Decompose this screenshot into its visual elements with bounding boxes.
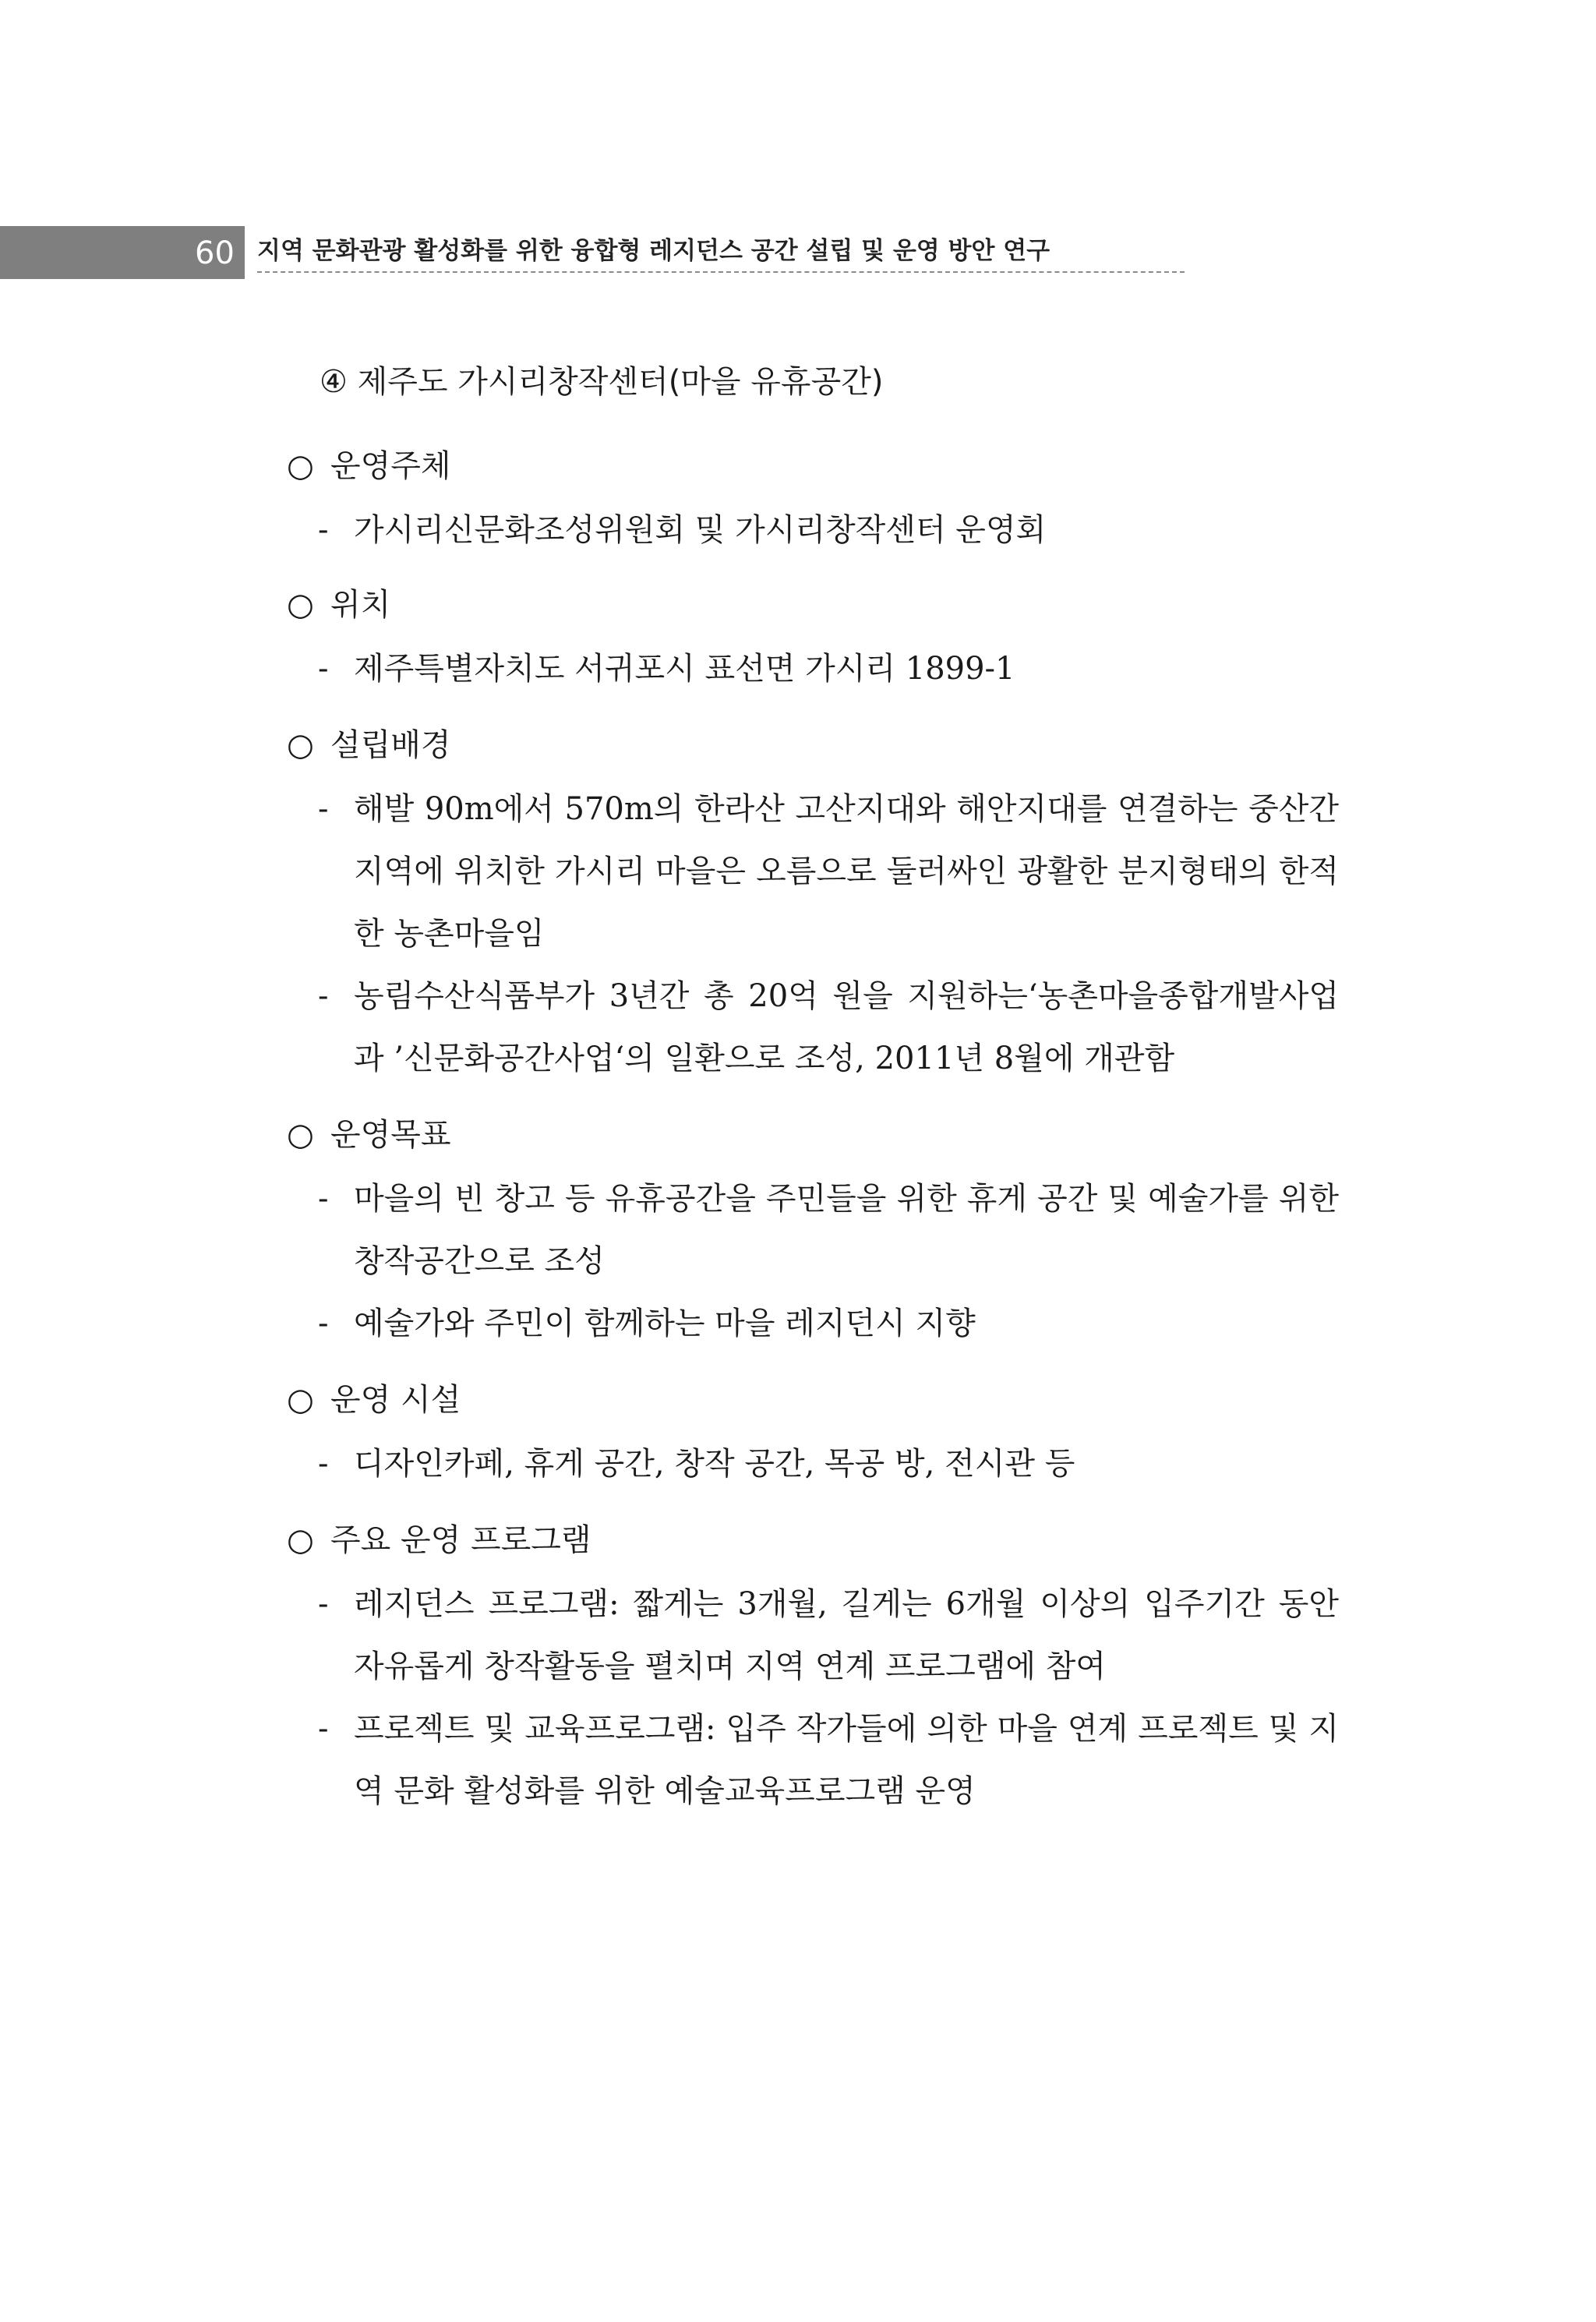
detail-item <box>318 499 1339 561</box>
subsection-title: ④ 제주도 가시리창작센터(마을 유휴공간) <box>320 364 884 400</box>
detail-text: 가시리신문화조성위원회 및 가시리창작센터 운영회 <box>354 512 1047 548</box>
circle-bullet-icon: ○ <box>287 1522 314 1558</box>
detail-item <box>318 1698 1339 1822</box>
bullet-heading-text: 설립배경 <box>330 727 451 763</box>
bullet-heading-text: 운영주체 <box>330 448 451 484</box>
circle-bullet-icon: ○ <box>287 448 314 484</box>
bullet-heading-text: 주요 운영 프로그램 <box>330 1522 591 1558</box>
dash-marker: - <box>318 1446 329 1482</box>
detail-item <box>318 638 1339 700</box>
detail-text: 프로젝트 및 교육프로그램: 입주 작가들에 의한 마을 연계 프로젝트 및 지역 문화 활성화를 위한 예술교육프로그램 운영 <box>354 1711 1339 1809</box>
detail-text: 마을의 빈 창고 등 유휴공간을 주민들을 위한 휴게 공간 및 예술가를 위한 창작공간으로 조성 <box>354 1181 1339 1279</box>
bullet-heading <box>287 1113 451 1157</box>
detail-text: 농림수산식품부가 3년간 총 20억 원을 지원하는‘농촌마을종합개발사업과 ’신문화공간사업‘의 일환으로 조성, 2011년 8월에 개관함 <box>354 978 1339 1076</box>
bullet-heading <box>287 723 451 767</box>
detail-text: 레지던스 프로그램: 짧게는 3개월, 길게는 6개월 이상의 입주기간 동안 자유롭게 창작활동을 펼치며 지역 연계 프로그램에 참여 <box>354 1586 1339 1684</box>
detail-item <box>318 778 1339 965</box>
detail-item <box>318 1168 1339 1292</box>
dash-marker: - <box>318 791 329 827</box>
page-number: 60 <box>195 235 235 271</box>
detail-item <box>318 1292 1339 1355</box>
bullet-heading <box>287 583 390 627</box>
detail-text: 예술가와 주민이 함께하는 마을 레지던시 지향 <box>354 1306 976 1341</box>
bullet-heading-text: 운영 시설 <box>330 1382 461 1418</box>
circle-bullet-icon: ○ <box>287 727 314 763</box>
dash-marker: - <box>318 1586 329 1622</box>
circle-bullet-icon: ○ <box>287 1117 314 1153</box>
circle-bullet-icon: ○ <box>287 1382 314 1418</box>
dash-marker: - <box>318 1306 329 1341</box>
bullet-heading-text: 운영목표 <box>330 1117 451 1153</box>
bullet-heading <box>287 1518 591 1562</box>
bullet-heading <box>287 1378 461 1422</box>
detail-item <box>318 965 1339 1090</box>
circle-bullet-icon: ○ <box>287 587 314 623</box>
dash-marker: - <box>318 512 329 548</box>
detail-item <box>318 1433 1339 1495</box>
running-title: 지역 문화관광 활성화를 위한 융합형 레지던스 공간 설립 및 운영 방안 연구 <box>257 232 1185 273</box>
detail-text: 디자인카페, 휴게 공간, 창작 공간, 목공 방, 전시관 등 <box>354 1446 1075 1482</box>
detail-text: 제주특별자치도 서귀포시 표선면 가시리 1899-1 <box>354 651 1015 687</box>
detail-text: 해발 90m에서 570m의 한라산 고산지대와 해안지대를 연결하는 중산간 지역에 위치한 가시리 마을은 오름으로 둘러싸인 광활한 분지형태의 한적한 농촌마을임 <box>354 791 1339 952</box>
dash-marker: - <box>318 651 329 687</box>
dash-marker: - <box>318 978 329 1014</box>
bullet-heading-text: 위치 <box>330 587 391 623</box>
dash-marker: - <box>318 1711 329 1747</box>
dash-marker: - <box>318 1181 329 1217</box>
detail-item <box>318 1573 1339 1698</box>
bullet-heading <box>287 444 451 488</box>
